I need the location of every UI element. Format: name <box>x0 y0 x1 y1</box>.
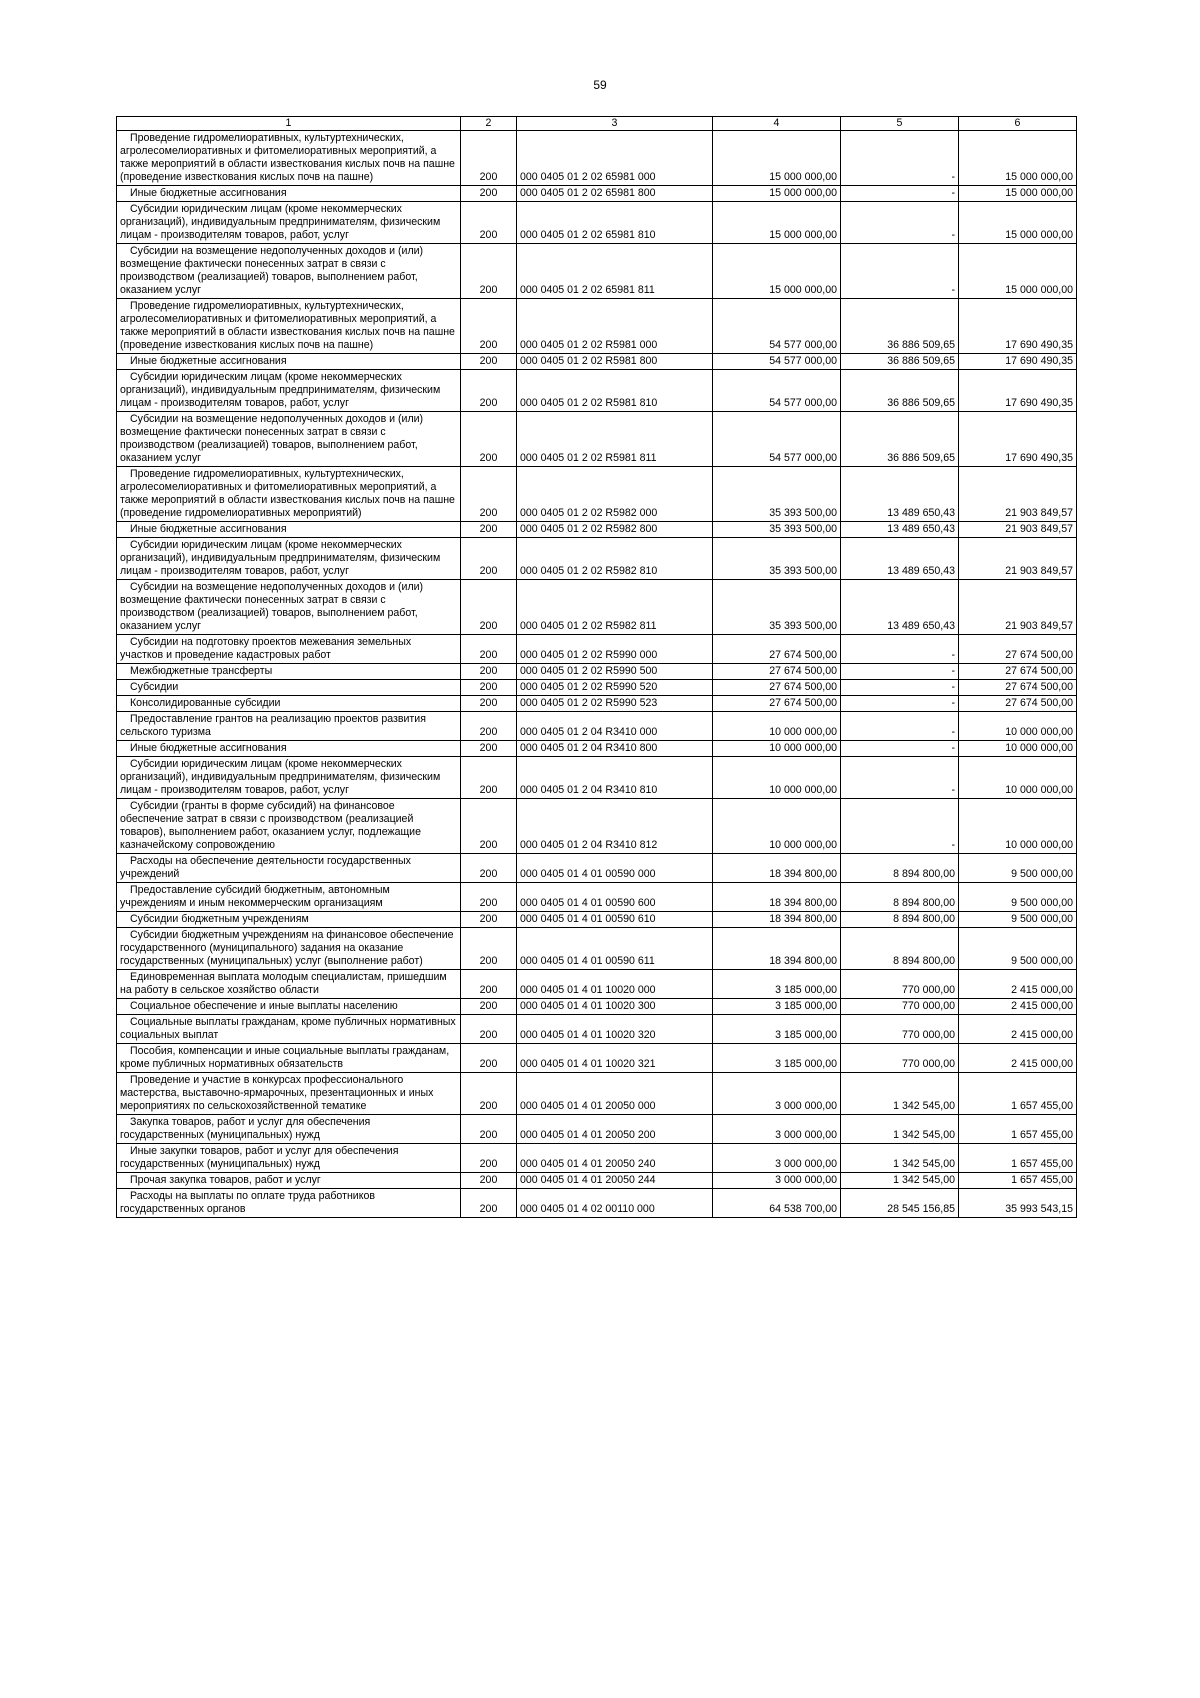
row-code-cell: 200 <box>461 1015 517 1044</box>
row-col6-cell: 9 500 000,00 <box>959 928 1077 970</box>
table-row <box>117 467 1077 522</box>
row-col5-cell: 770 000,00 <box>841 999 959 1015</box>
column-header: 3 <box>517 117 713 131</box>
row-col6-cell: 27 674 500,00 <box>959 680 1077 696</box>
row-kbk-cell: 000 0405 01 2 04 R3410 800 <box>517 741 713 757</box>
row-name-cell: Субсидии на подготовку проектов межевания земельных участков и проведение кадастровых работ <box>117 635 461 664</box>
row-kbk-cell: 000 0405 01 4 02 00110 000 <box>517 1189 713 1218</box>
row-col6-cell: 10 000 000,00 <box>959 741 1077 757</box>
row-name-cell: Закупка товаров, работ и услуг для обеспечения государственных (муниципальных) нужд <box>117 1115 461 1144</box>
row-col4-cell: 27 674 500,00 <box>713 680 841 696</box>
row-kbk-cell: 000 0405 01 2 02 R5981 811 <box>517 412 713 467</box>
table-row <box>117 635 1077 664</box>
table-row <box>117 522 1077 538</box>
row-col6-cell: 2 415 000,00 <box>959 1015 1077 1044</box>
row-col5-cell: 13 489 650,43 <box>841 522 959 538</box>
row-kbk-cell: 000 0405 01 2 02 R5990 500 <box>517 664 713 680</box>
column-header: 2 <box>461 117 517 131</box>
row-col5-cell: - <box>841 757 959 799</box>
row-col4-cell: 3 000 000,00 <box>713 1173 841 1189</box>
row-col6-cell: 21 903 849,57 <box>959 580 1077 635</box>
table-row <box>117 741 1077 757</box>
row-kbk-cell: 000 0405 01 4 01 10020 321 <box>517 1044 713 1073</box>
budget-table <box>116 116 1077 1218</box>
row-col6-cell: 2 415 000,00 <box>959 1044 1077 1073</box>
table-row <box>117 580 1077 635</box>
row-name-cell: Иные бюджетные ассигнования <box>117 354 461 370</box>
table-row <box>117 186 1077 202</box>
row-name-cell: Субсидии юридическим лицам (кроме некоммерческих организаций), индивидуальным предпринимателям, физическим лицам - производителям товаров, работ, услуг <box>117 202 461 244</box>
row-col5-cell: 13 489 650,43 <box>841 580 959 635</box>
row-col5-cell: - <box>841 696 959 712</box>
row-col6-cell: 27 674 500,00 <box>959 635 1077 664</box>
table-row <box>117 664 1077 680</box>
row-code-cell: 200 <box>461 1073 517 1115</box>
row-name-cell: Иные бюджетные ассигнования <box>117 741 461 757</box>
table-row <box>117 1015 1077 1044</box>
row-col6-cell: 21 903 849,57 <box>959 538 1077 580</box>
table-row <box>117 1189 1077 1218</box>
row-name-cell: Субсидии на возмещение недополученных доходов и (или) возмещение фактически понесенных затрат в связи с производством (реализацией) товаров, выполнением работ, оказанием услуг <box>117 580 461 635</box>
row-col5-cell: 8 894 800,00 <box>841 883 959 912</box>
row-kbk-cell: 000 0405 01 4 01 20050 240 <box>517 1144 713 1173</box>
row-code-cell: 200 <box>461 741 517 757</box>
row-col5-cell: - <box>841 186 959 202</box>
table-row <box>117 883 1077 912</box>
column-header: 4 <box>713 117 841 131</box>
row-code-cell: 200 <box>461 680 517 696</box>
row-col5-cell: - <box>841 741 959 757</box>
row-kbk-cell: 000 0405 01 2 04 R3410 810 <box>517 757 713 799</box>
row-col6-cell: 27 674 500,00 <box>959 664 1077 680</box>
column-header: 1 <box>117 117 461 131</box>
row-col4-cell: 3 185 000,00 <box>713 970 841 999</box>
row-col4-cell: 27 674 500,00 <box>713 696 841 712</box>
row-col4-cell: 18 394 800,00 <box>713 928 841 970</box>
row-col6-cell: 17 690 490,35 <box>959 299 1077 354</box>
row-name-cell: Иные бюджетные ассигнования <box>117 186 461 202</box>
row-code-cell: 200 <box>461 757 517 799</box>
row-code-cell: 200 <box>461 912 517 928</box>
row-col5-cell: 770 000,00 <box>841 1044 959 1073</box>
row-col4-cell: 3 000 000,00 <box>713 1073 841 1115</box>
row-col4-cell: 27 674 500,00 <box>713 664 841 680</box>
row-kbk-cell: 000 0405 01 2 04 R3410 000 <box>517 712 713 741</box>
row-col5-cell: - <box>841 635 959 664</box>
row-col5-cell: - <box>841 664 959 680</box>
row-name-cell: Субсидии бюджетным учреждениям на финансовое обеспечение государственного (муниципального) задания на оказание государственных (муниципальных) услуг (выполнение работ) <box>117 928 461 970</box>
row-name-cell: Прочая закупка товаров, работ и услуг <box>117 1173 461 1189</box>
row-col6-cell: 15 000 000,00 <box>959 244 1077 299</box>
row-kbk-cell: 000 0405 01 2 02 R5990 520 <box>517 680 713 696</box>
column-header: 5 <box>841 117 959 131</box>
row-col4-cell: 35 393 500,00 <box>713 467 841 522</box>
row-code-cell: 200 <box>461 712 517 741</box>
row-code-cell: 200 <box>461 799 517 854</box>
row-col4-cell: 15 000 000,00 <box>713 186 841 202</box>
row-kbk-cell: 000 0405 01 4 01 10020 000 <box>517 970 713 999</box>
row-col6-cell: 21 903 849,57 <box>959 522 1077 538</box>
row-col5-cell: 770 000,00 <box>841 1015 959 1044</box>
row-code-cell: 200 <box>461 883 517 912</box>
column-header: 6 <box>959 117 1077 131</box>
row-col6-cell: 21 903 849,57 <box>959 467 1077 522</box>
row-col6-cell: 15 000 000,00 <box>959 186 1077 202</box>
table-row <box>117 1073 1077 1115</box>
table-row <box>117 799 1077 854</box>
row-name-cell: Субсидии <box>117 680 461 696</box>
row-col4-cell: 54 577 000,00 <box>713 299 841 354</box>
row-col5-cell: 36 886 509,65 <box>841 370 959 412</box>
row-col4-cell: 18 394 800,00 <box>713 912 841 928</box>
row-kbk-cell: 000 0405 01 2 02 R5981 800 <box>517 354 713 370</box>
row-col5-cell: 36 886 509,65 <box>841 354 959 370</box>
row-col6-cell: 2 415 000,00 <box>959 999 1077 1015</box>
row-col6-cell: 10 000 000,00 <box>959 712 1077 741</box>
row-code-cell: 200 <box>461 928 517 970</box>
row-kbk-cell: 000 0405 01 2 04 R3410 812 <box>517 799 713 854</box>
row-code-cell: 200 <box>461 467 517 522</box>
row-name-cell: Субсидии юридическим лицам (кроме некоммерческих организаций), индивидуальным предпринимателям, физическим лицам - производителям товаров, работ, услуг <box>117 538 461 580</box>
row-col5-cell: - <box>841 680 959 696</box>
row-col4-cell: 3 185 000,00 <box>713 1044 841 1073</box>
row-code-cell: 200 <box>461 1044 517 1073</box>
table-row <box>117 757 1077 799</box>
row-code-cell: 200 <box>461 202 517 244</box>
row-code-cell: 200 <box>461 635 517 664</box>
row-name-cell: Проведение гидромелиоративных, культуртехнических, агролесомелиоративных и фитомелиоративных мероприятий, а также мероприятий в области известкования кислых почв на пашне (проведение известкования кислых почв на пашне) <box>117 299 461 354</box>
row-code-cell: 200 <box>461 970 517 999</box>
row-col5-cell: 8 894 800,00 <box>841 912 959 928</box>
table-row <box>117 412 1077 467</box>
row-kbk-cell: 000 0405 01 4 01 00590 611 <box>517 928 713 970</box>
row-kbk-cell: 000 0405 01 2 02 R5990 000 <box>517 635 713 664</box>
row-kbk-cell: 000 0405 01 2 02 R5982 811 <box>517 580 713 635</box>
row-code-cell: 200 <box>461 299 517 354</box>
row-name-cell: Проведение гидромелиоративных, культуртехнических, агролесомелиоративных и фитомелиоративных мероприятий, а также мероприятий в области известкования кислых почв на пашне (проведение известкования кислых почв на пашне) <box>117 131 461 186</box>
row-col4-cell: 54 577 000,00 <box>713 354 841 370</box>
row-col4-cell: 3 000 000,00 <box>713 1144 841 1173</box>
row-col6-cell: 17 690 490,35 <box>959 412 1077 467</box>
row-code-cell: 200 <box>461 580 517 635</box>
row-code-cell: 200 <box>461 522 517 538</box>
row-kbk-cell: 000 0405 01 2 02 65981 800 <box>517 186 713 202</box>
row-col4-cell: 3 185 000,00 <box>713 1015 841 1044</box>
row-name-cell: Расходы на выплаты по оплате труда работников государственных органов <box>117 1189 461 1218</box>
row-col6-cell: 17 690 490,35 <box>959 370 1077 412</box>
row-kbk-cell: 000 0405 01 4 01 00590 600 <box>517 883 713 912</box>
row-col5-cell: 1 342 545,00 <box>841 1144 959 1173</box>
row-name-cell: Социальное обеспечение и иные выплаты населению <box>117 999 461 1015</box>
row-code-cell: 200 <box>461 1189 517 1218</box>
row-col5-cell: 1 342 545,00 <box>841 1173 959 1189</box>
table-row <box>117 854 1077 883</box>
row-col5-cell: - <box>841 131 959 186</box>
table-row <box>117 712 1077 741</box>
table-row <box>117 696 1077 712</box>
row-col6-cell: 2 415 000,00 <box>959 970 1077 999</box>
row-kbk-cell: 000 0405 01 4 01 10020 300 <box>517 999 713 1015</box>
row-name-cell: Консолидированные субсидии <box>117 696 461 712</box>
row-name-cell: Проведение и участие в конкурсах профессионального мастерства, выставочно-ярмарочных, презентационных и иных мероприятиях по сельскохозяйственной тематике <box>117 1073 461 1115</box>
row-col5-cell: 13 489 650,43 <box>841 538 959 580</box>
row-kbk-cell: 000 0405 01 2 02 R5981 000 <box>517 299 713 354</box>
row-col4-cell: 3 185 000,00 <box>713 999 841 1015</box>
row-col5-cell: 8 894 800,00 <box>841 854 959 883</box>
row-name-cell: Пособия, компенсации и иные социальные выплаты гражданам, кроме публичных нормативных обязательств <box>117 1044 461 1073</box>
row-code-cell: 200 <box>461 999 517 1015</box>
row-col4-cell: 54 577 000,00 <box>713 412 841 467</box>
table-row <box>117 538 1077 580</box>
row-col6-cell: 15 000 000,00 <box>959 202 1077 244</box>
row-col5-cell: - <box>841 202 959 244</box>
row-col5-cell: - <box>841 712 959 741</box>
table-row <box>117 1173 1077 1189</box>
row-code-cell: 200 <box>461 854 517 883</box>
row-col6-cell: 27 674 500,00 <box>959 696 1077 712</box>
row-name-cell: Иные закупки товаров, работ и услуг для обеспечения государственных (муниципальных) нужд <box>117 1144 461 1173</box>
table-row <box>117 1044 1077 1073</box>
row-col4-cell: 64 538 700,00 <box>713 1189 841 1218</box>
row-code-cell: 200 <box>461 370 517 412</box>
row-name-cell: Межбюджетные трансферты <box>117 664 461 680</box>
row-kbk-cell: 000 0405 01 4 01 10020 320 <box>517 1015 713 1044</box>
row-col6-cell: 17 690 490,35 <box>959 354 1077 370</box>
table-row <box>117 370 1077 412</box>
row-kbk-cell: 000 0405 01 2 02 R5981 810 <box>517 370 713 412</box>
table-row <box>117 680 1077 696</box>
row-code-cell: 200 <box>461 131 517 186</box>
row-kbk-cell: 000 0405 01 4 01 20050 244 <box>517 1173 713 1189</box>
row-col4-cell: 35 393 500,00 <box>713 538 841 580</box>
row-kbk-cell: 000 0405 01 4 01 00590 610 <box>517 912 713 928</box>
table-row <box>117 299 1077 354</box>
row-col4-cell: 10 000 000,00 <box>713 712 841 741</box>
row-code-cell: 200 <box>461 538 517 580</box>
row-col4-cell: 15 000 000,00 <box>713 244 841 299</box>
row-col6-cell: 1 657 455,00 <box>959 1073 1077 1115</box>
row-col5-cell: 1 342 545,00 <box>841 1115 959 1144</box>
row-name-cell: Иные бюджетные ассигнования <box>117 522 461 538</box>
row-col4-cell: 10 000 000,00 <box>713 799 841 854</box>
row-code-cell: 200 <box>461 412 517 467</box>
row-code-cell: 200 <box>461 1144 517 1173</box>
row-code-cell: 200 <box>461 244 517 299</box>
row-col5-cell: 1 342 545,00 <box>841 1073 959 1115</box>
row-code-cell: 200 <box>461 354 517 370</box>
row-kbk-cell: 000 0405 01 2 02 R5982 800 <box>517 522 713 538</box>
row-kbk-cell: 000 0405 01 4 01 00590 000 <box>517 854 713 883</box>
row-col6-cell: 9 500 000,00 <box>959 883 1077 912</box>
row-kbk-cell: 000 0405 01 2 02 R5982 000 <box>517 467 713 522</box>
row-col6-cell: 1 657 455,00 <box>959 1173 1077 1189</box>
row-col6-cell: 1 657 455,00 <box>959 1144 1077 1173</box>
row-col4-cell: 35 393 500,00 <box>713 580 841 635</box>
row-col4-cell: 27 674 500,00 <box>713 635 841 664</box>
row-col6-cell: 9 500 000,00 <box>959 912 1077 928</box>
row-name-cell: Проведение гидромелиоративных, культуртехнических, агролесомелиоративных и фитомелиоративных мероприятий, а также мероприятий в области известкования кислых почв на пашне (проведение гидромелиоративных мероприятий) <box>117 467 461 522</box>
row-col4-cell: 18 394 800,00 <box>713 854 841 883</box>
row-col4-cell: 3 000 000,00 <box>713 1115 841 1144</box>
row-kbk-cell: 000 0405 01 4 01 20050 200 <box>517 1115 713 1144</box>
row-name-cell: Расходы на обеспечение деятельности государственных учреждений <box>117 854 461 883</box>
row-col4-cell: 15 000 000,00 <box>713 202 841 244</box>
row-code-cell: 200 <box>461 664 517 680</box>
row-col4-cell: 35 393 500,00 <box>713 522 841 538</box>
row-kbk-cell: 000 0405 01 2 02 65981 810 <box>517 202 713 244</box>
row-name-cell: Субсидии на возмещение недополученных доходов и (или) возмещение фактически понесенных затрат в связи с производством (реализацией) товаров, выполнением работ, оказанием услуг <box>117 412 461 467</box>
row-kbk-cell: 000 0405 01 4 01 20050 000 <box>517 1073 713 1115</box>
row-code-cell: 200 <box>461 1115 517 1144</box>
row-col6-cell: 35 993 543,15 <box>959 1189 1077 1218</box>
row-kbk-cell: 000 0405 01 2 02 R5982 810 <box>517 538 713 580</box>
table-row <box>117 912 1077 928</box>
row-code-cell: 200 <box>461 1173 517 1189</box>
row-col4-cell: 15 000 000,00 <box>713 131 841 186</box>
table-row <box>117 999 1077 1015</box>
row-col5-cell: - <box>841 799 959 854</box>
table-row <box>117 970 1077 999</box>
row-code-cell: 200 <box>461 696 517 712</box>
row-col4-cell: 54 577 000,00 <box>713 370 841 412</box>
row-col6-cell: 10 000 000,00 <box>959 757 1077 799</box>
row-code-cell: 200 <box>461 186 517 202</box>
row-col5-cell: 8 894 800,00 <box>841 928 959 970</box>
row-col5-cell: 28 545 156,85 <box>841 1189 959 1218</box>
row-name-cell: Социальные выплаты гражданам, кроме публичных нормативных социальных выплат <box>117 1015 461 1044</box>
row-name-cell: Предоставление грантов на реализацию проектов развития сельского туризма <box>117 712 461 741</box>
table-row <box>117 928 1077 970</box>
row-name-cell: Субсидии юридическим лицам (кроме некоммерческих организаций), индивидуальным предпринимателям, физическим лицам - производителям товаров, работ, услуг <box>117 370 461 412</box>
row-col4-cell: 10 000 000,00 <box>713 757 841 799</box>
row-col6-cell: 10 000 000,00 <box>959 799 1077 854</box>
table-row <box>117 202 1077 244</box>
row-name-cell: Единовременная выплата молодым специалистам, пришедшим на работу в сельское хозяйство области <box>117 970 461 999</box>
table-row <box>117 131 1077 186</box>
page-number: 59 <box>593 78 607 92</box>
row-col4-cell: 18 394 800,00 <box>713 883 841 912</box>
row-col5-cell: - <box>841 244 959 299</box>
table-row <box>117 244 1077 299</box>
row-col5-cell: 13 489 650,43 <box>841 467 959 522</box>
row-name-cell: Предоставление субсидий бюджетным, автономным учреждениям и иным некоммерческим организациям <box>117 883 461 912</box>
row-col6-cell: 1 657 455,00 <box>959 1115 1077 1144</box>
row-col5-cell: 36 886 509,65 <box>841 299 959 354</box>
table-body <box>117 131 1077 1218</box>
row-col5-cell: 36 886 509,65 <box>841 412 959 467</box>
row-col6-cell: 9 500 000,00 <box>959 854 1077 883</box>
row-name-cell: Субсидии юридическим лицам (кроме некоммерческих организаций), индивидуальным предпринимателям, физическим лицам - производителям товаров, работ, услуг <box>117 757 461 799</box>
row-col5-cell: 770 000,00 <box>841 970 959 999</box>
row-name-cell: Субсидии на возмещение недополученных доходов и (или) возмещение фактически понесенных затрат в связи с производством (реализацией) товаров, выполнением работ, оказанием услуг <box>117 244 461 299</box>
row-name-cell: Субсидии (гранты в форме субсидий) на финансовое обеспечение затрат в связи с производством (реализацией товаров), выполнением работ, оказанием услуг, подлежащие казначейскому сопровождению <box>117 799 461 854</box>
row-col6-cell: 15 000 000,00 <box>959 131 1077 186</box>
row-col4-cell: 10 000 000,00 <box>713 741 841 757</box>
table-row <box>117 1144 1077 1173</box>
table-header-row <box>117 117 1077 131</box>
table-row <box>117 1115 1077 1144</box>
row-kbk-cell: 000 0405 01 2 02 65981 000 <box>517 131 713 186</box>
row-name-cell: Субсидии бюджетным учреждениям <box>117 912 461 928</box>
row-kbk-cell: 000 0405 01 2 02 R5990 523 <box>517 696 713 712</box>
table-row <box>117 354 1077 370</box>
row-kbk-cell: 000 0405 01 2 02 65981 811 <box>517 244 713 299</box>
